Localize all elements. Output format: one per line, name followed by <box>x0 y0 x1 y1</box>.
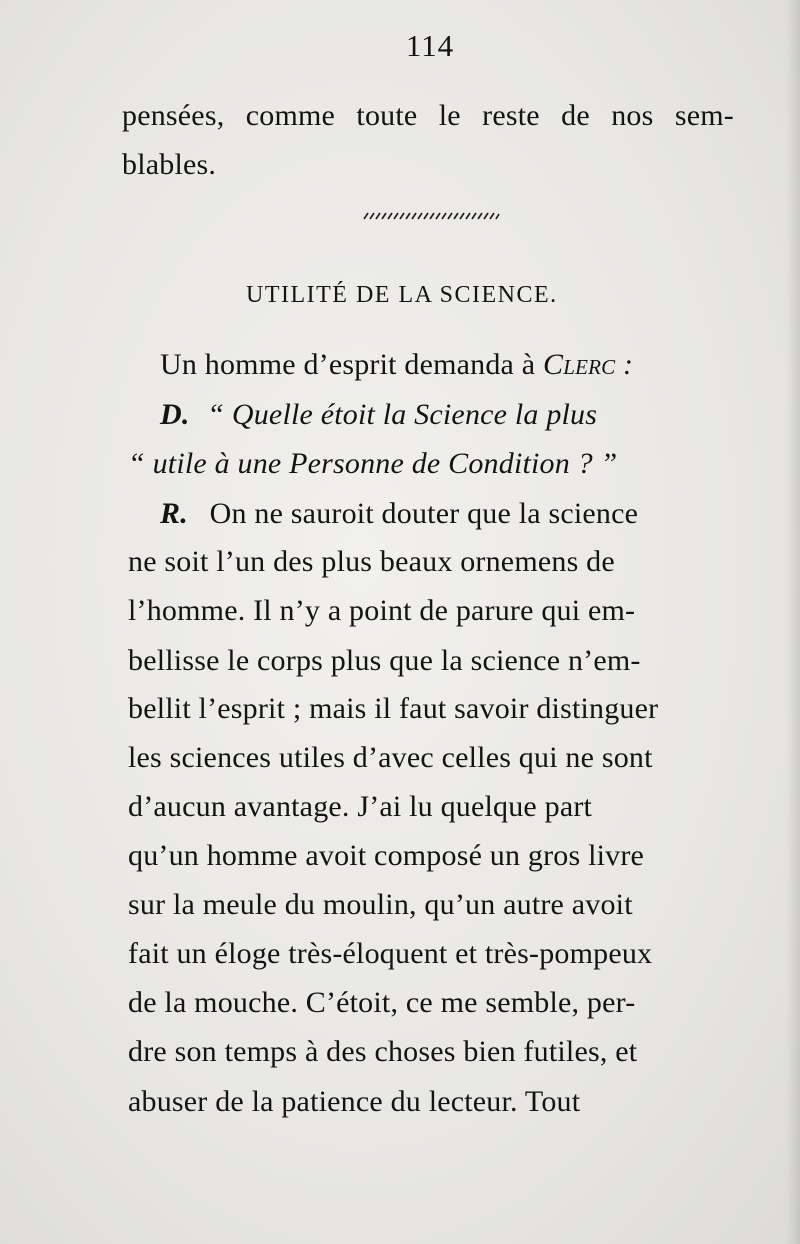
section-heading: UTILITÉ DE LA SCIENCE. <box>246 282 558 308</box>
page-number: 114 <box>405 28 455 63</box>
answer-line: bellit l’esprit ; mais il faut savoir distinguer <box>128 692 659 725</box>
answer-line: fait un éloge très-éloquent et très-pompeux <box>128 937 653 970</box>
question-line-1 <box>160 400 597 430</box>
continuation-word: comme <box>245 99 336 132</box>
answer-label: R. <box>160 497 188 530</box>
answer-line-first <box>160 499 638 529</box>
answer-line: sur la meule du moulin, qu’un autre avoit <box>128 888 633 921</box>
section-divider-ornament <box>362 210 500 222</box>
answer-line: d’aucun avantage. J’ai lu quelque part <box>128 790 593 823</box>
question-line-2: “ utile à une Personne de Condition ? ” <box>128 447 618 480</box>
continuation-word: toute <box>356 99 418 132</box>
answer-line: l’homme. Il n’y a point de parure qui em- <box>128 594 636 627</box>
answer-line: qu’un homme avoit composé un gros livre <box>128 839 645 872</box>
answer-text-first: On ne sauroit douter que la science <box>209 497 639 530</box>
continuation-word: sem- <box>674 99 734 132</box>
answer-line: ne soit l’un des plus beaux ornemens de <box>128 545 615 578</box>
question-label: D. <box>160 398 190 431</box>
question-text-1: “ Quelle étoit la Science la plus <box>207 398 598 431</box>
continuation-word: nos <box>611 99 654 132</box>
answer-line: bellisse le corps plus que la science n’em- <box>128 644 641 677</box>
answer-line: abuser de la patience du lecteur. Tout <box>128 1085 581 1118</box>
continuation-word: de <box>561 99 590 132</box>
question-intro-text: Un homme d’esprit demanda à <box>160 348 536 381</box>
question-intro <box>160 350 633 380</box>
continuation-word: pensées, <box>122 99 225 132</box>
answer-line: les sciences utiles d’avec celles qui ne sont <box>128 741 653 774</box>
page-edge-shadow <box>786 0 800 1244</box>
answer-line: dre son temps à des choses bien futiles, et <box>128 1035 638 1068</box>
continuation-line-1 <box>122 101 734 131</box>
continuation-word: le <box>438 99 461 132</box>
continuation-line-2: blables. <box>122 148 217 181</box>
answer-line: de la mouche. C’étoit, ce me semble, per- <box>128 986 636 1019</box>
clerc-name: Clerc : <box>543 348 634 381</box>
continuation-word: reste <box>482 99 540 132</box>
